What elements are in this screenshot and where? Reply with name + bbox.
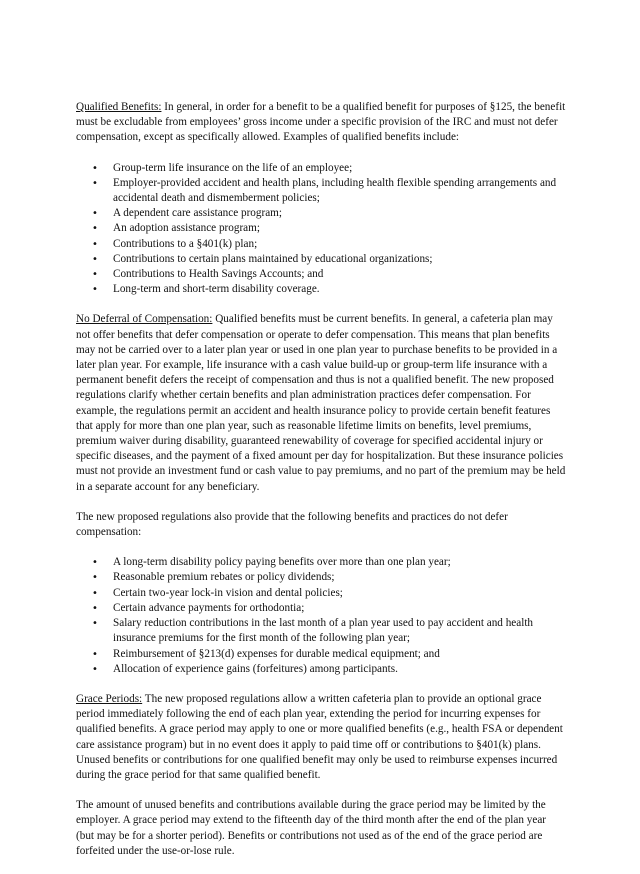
document-page bbox=[76, 100, 566, 874]
list-item: • Certain advance payments for orthodontia; bbox=[76, 601, 566, 616]
no-deferral-heading: No Deferral of Compensation: bbox=[76, 313, 213, 326]
grace-periods-text: The new proposed regulations allow a written cafeteria plan to provide an optional grace period immediately following the end of each plan year, extending the period for incurring expenses for qualified benefits. A grace period may apply to one or more qualified benefits (e.g., health FSA or dependent care assistance program) but in no event does it apply to paid time off or contributions to §401(k) plans. Unused benefits or contributions for one qualified benefit may only be used to reimburse expenses incurred during the grace period for that same qualified benefit. bbox=[76, 692, 563, 781]
list-item: • A long-term disability policy paying benefits over more than one plan year; bbox=[76, 555, 566, 570]
qualified-benefits-text: In general, in order for a benefit to be a qualified benefit for purposes of §125, the benefit must be excludable from employees’ gross income under a specific provision of the IRC and must not defer compensation, except as specifically allowed. Examples of qualified benefits include: bbox=[76, 101, 566, 144]
list-item: • Long-term and short-term disability coverage. bbox=[76, 282, 566, 297]
list-item: • Group-term life insurance on the life of an employee; bbox=[76, 161, 566, 176]
list-item: • Reasonable premium rebates or policy dividends; bbox=[76, 570, 566, 585]
qualified-benefits-paragraph bbox=[76, 100, 566, 146]
list-item: • Employer-provided accident and health plans, including health flexible spending arrangements and accidental death and dismemberment policies; bbox=[76, 176, 566, 206]
list-item: • Salary reduction contributions in the last month of a plan year used to pay accident and health insurance premiums for the first month of the following plan year; bbox=[76, 616, 566, 646]
list-item: • Allocation of experience gains (forfeitures) among participants. bbox=[76, 662, 566, 677]
list-item: • An adoption assistance program; bbox=[76, 221, 566, 236]
no-deferral-paragraph bbox=[76, 312, 566, 494]
qualified-benefits-list bbox=[76, 161, 566, 298]
list-item: • Contributions to certain plans maintained by educational organizations; bbox=[76, 252, 566, 267]
qualified-benefits-heading: Qualified Benefits: bbox=[76, 101, 162, 113]
grace-amount-paragraph: The amount of unused benefits and contributions available during the grace period may be limited by the employer. A grace period may extend to the fifteenth day of the third month after the end of the plan year (but may be for a shorter period). Benefits or contributions not used as of the end of the grace period are forfeited under the use-or-lose rule. bbox=[76, 799, 547, 857]
list-item: • Reimbursement of §213(d) expenses for durable medical equipment; and bbox=[76, 647, 566, 662]
no-deferral-text: Qualified benefits must be current benefits. In general, a cafeteria plan may not offer benefits that defer compensation or operate to defer compensation. This means that plan benefits may not be carried over to a later plan year or used in one plan year to purchase benefits to be provided in a later plan year. For example, life insurance with a cash value build-up or group-term life insurance with a permanent benefit defers the receipt of compensation and thus is not a qualified benefit. The new proposed regulations clarify whether certain benefits and plan administration practices defer compensation. For example, the regulations permit an accident and health insurance policy to provide certain benefit features that apply for more than one plan year, such as reasonable lifetime limits on benefits, level premiums, premium waiver during disability, guaranteed renewability of coverage for specified accidental injury or specific diseases, and the payment of a fixed amount per day for hospitalization. But these insurance policies must not provide an investment fund or cash value to pay premiums, and no part of the premium may be held in a separate account for any beneficiary. bbox=[76, 313, 566, 493]
list-item: • Contributions to Health Savings Accounts; and bbox=[76, 267, 566, 282]
also-paragraph: The new proposed regulations also provide that the following benefits and practices do not defer compensation: bbox=[76, 510, 508, 539]
grace-periods-paragraph bbox=[76, 692, 566, 783]
list-item: • Contributions to a §401(k) plan; bbox=[76, 237, 566, 252]
list-item: • Certain two-year lock-in vision and dental policies; bbox=[76, 586, 566, 601]
list-item: • A dependent care assistance program; bbox=[76, 206, 566, 221]
grace-periods-heading: Grace Periods: bbox=[76, 692, 143, 705]
non-deferral-list bbox=[76, 555, 566, 677]
